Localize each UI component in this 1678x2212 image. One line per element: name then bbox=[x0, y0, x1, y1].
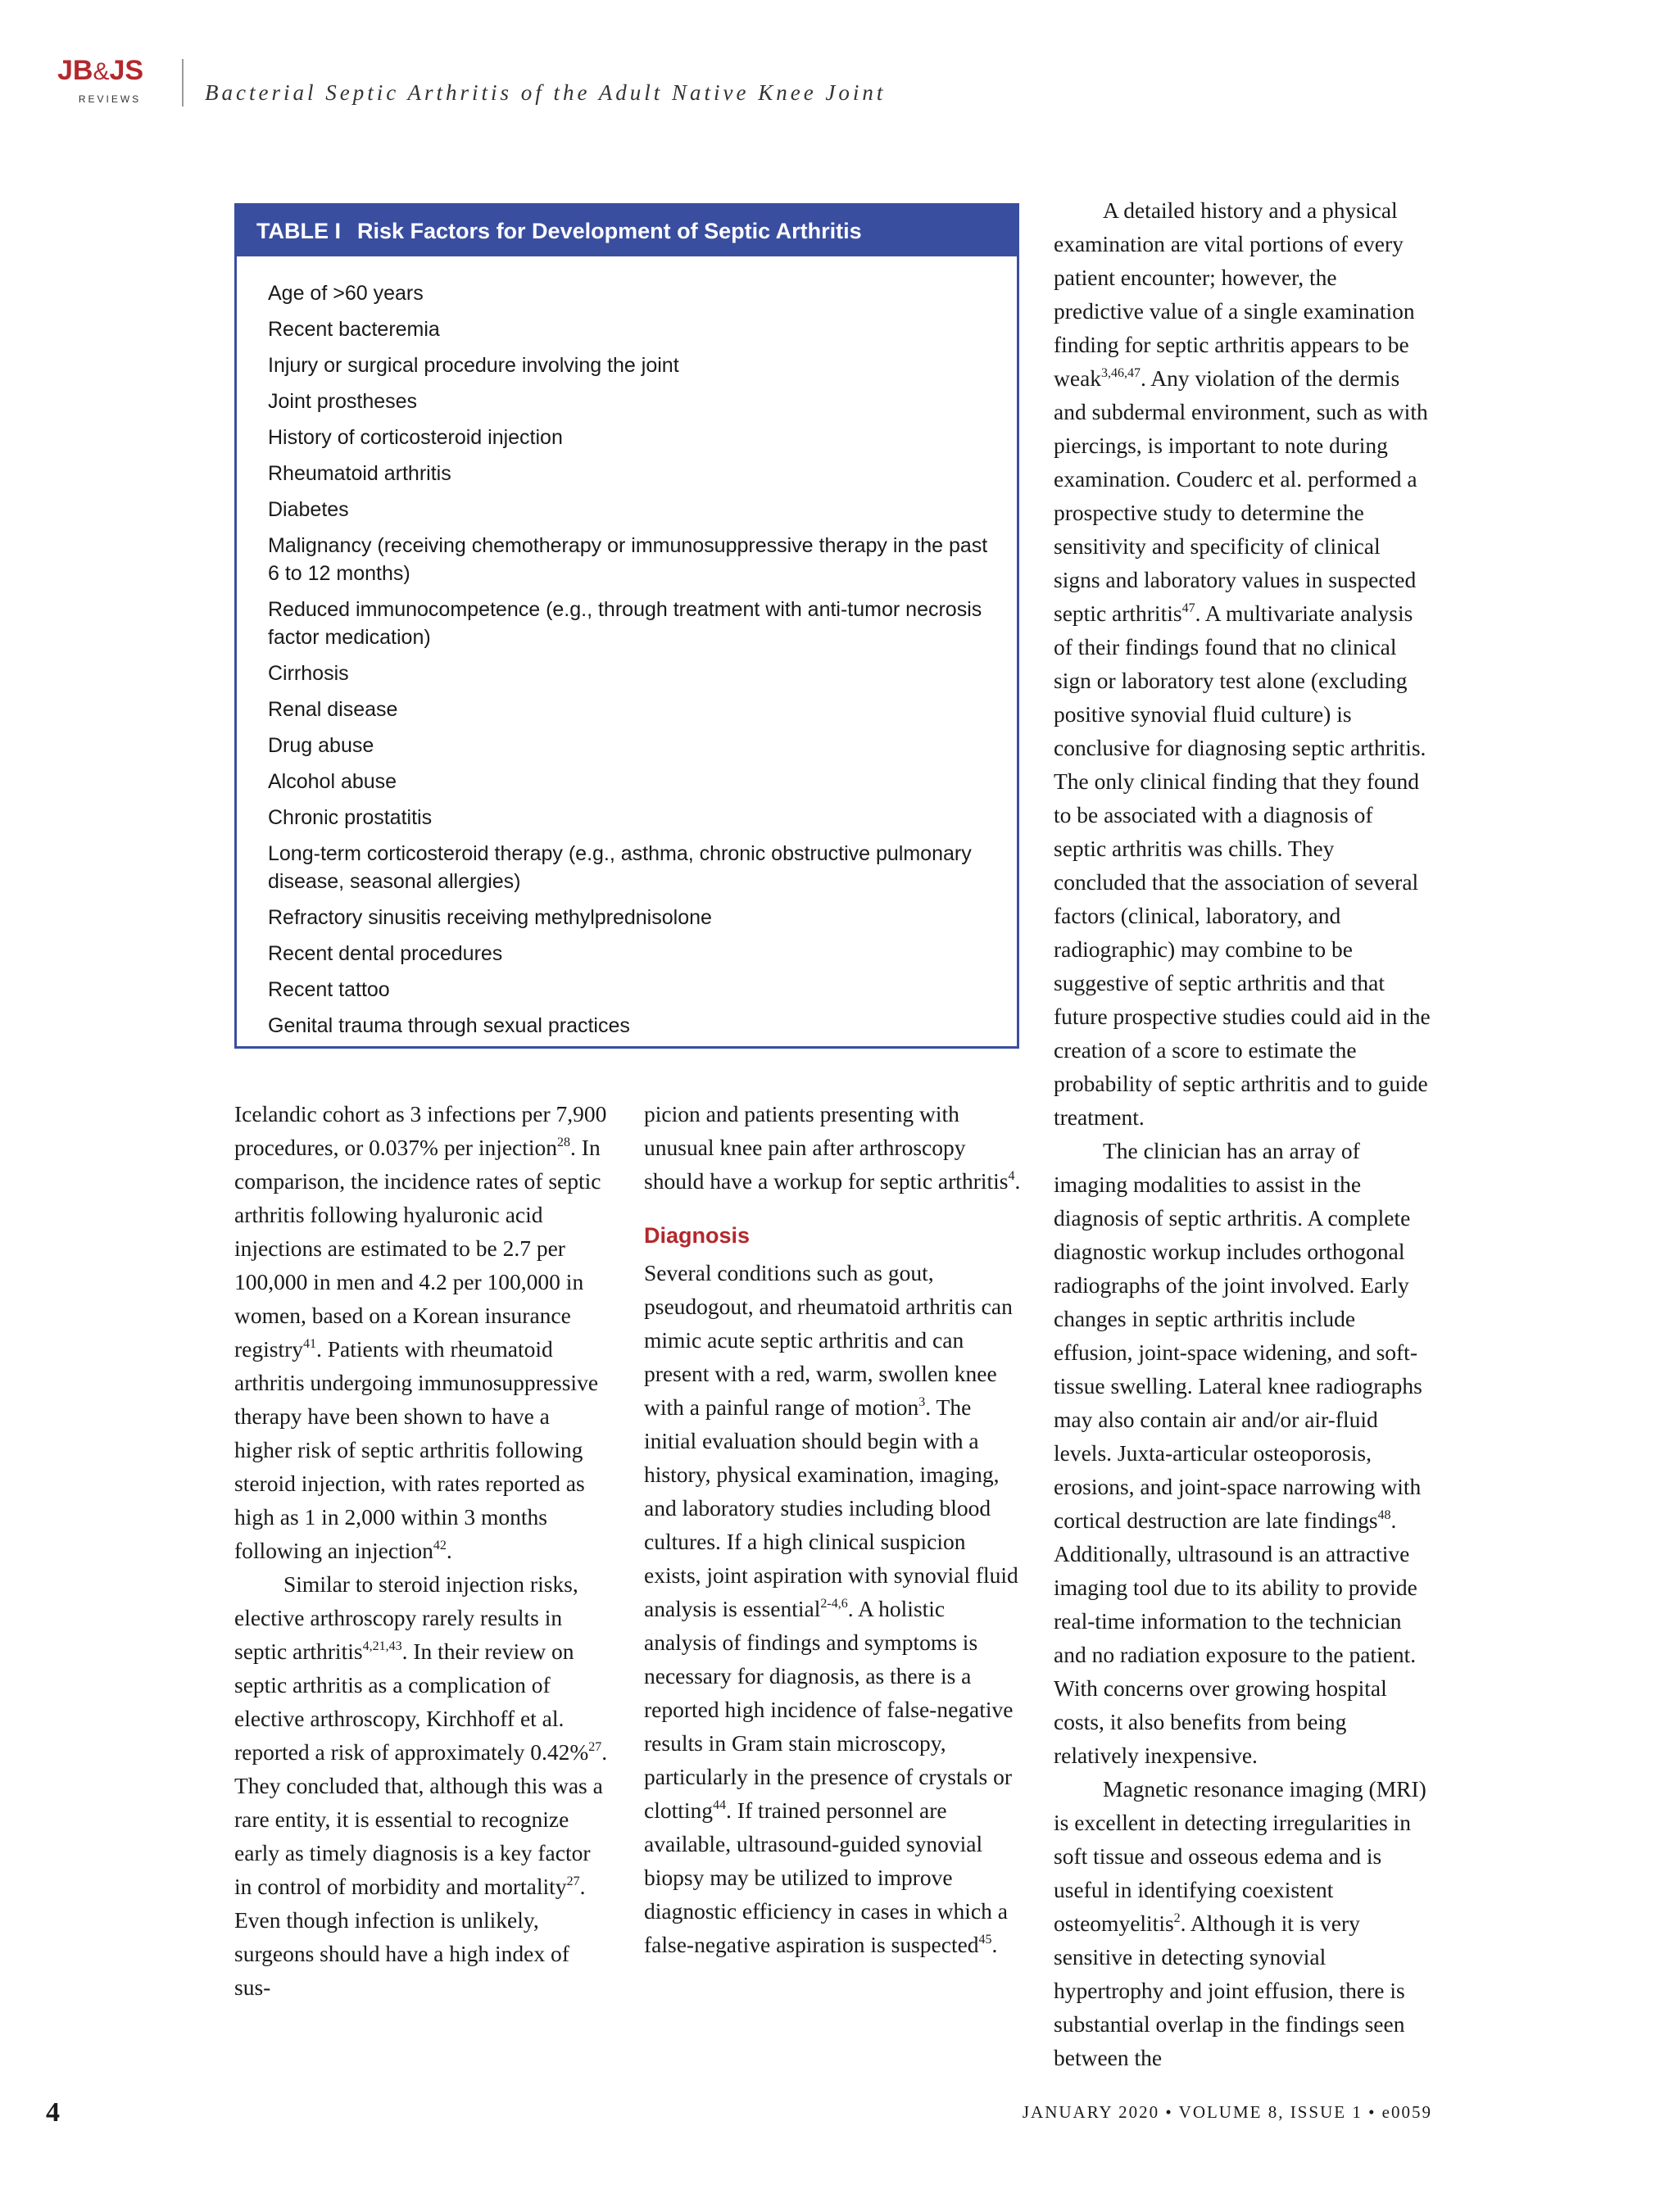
list-item: Alcohol abuse bbox=[268, 770, 397, 793]
citation: 3 bbox=[918, 1395, 926, 1409]
logo-amp: & bbox=[93, 58, 110, 85]
list-item: Reduced immunocompetence (e.g., through treatment with anti-tumor necrosis factor medication) bbox=[268, 598, 982, 649]
list-item: Chronic prostatitis bbox=[268, 806, 433, 829]
paragraph bbox=[644, 1256, 1021, 1961]
text-run: . A multivariate analysis of their findings found that no clinical sign or laboratory test alone (excluding positive synovial fluid culture) is conclusive for diagnosing septic arthritis. The only clinical finding that they found to be associated with a diagnosis of septic arthritis was chills. They concluded that the association of several factors (clinical, laboratory, and radiographic) may combine to be suggestive of septic arthritis and that future prospective studies could aid in the creation of a score to estimate the probability of septic arthritis and to guide treatment. bbox=[1054, 601, 1431, 1130]
running-title: Bacterial Septic Arthritis of the Adult Native Knee Joint bbox=[205, 80, 887, 105]
text-run: . bbox=[991, 1932, 998, 1957]
journal-logo bbox=[57, 54, 156, 105]
text-run: . The initial evaluation should begin with a history, physical examination, imaging, and laboratory studies including blood cultures. If a high clinical suspicion exists, joint aspiration with synovial fluid analysis is essential bbox=[644, 1394, 1018, 1621]
text-run: . Any violation of the dermis and subdermal environment, such as with piercings, is important to note during examination. Couderc et al. performed a prospective study to determine the sensitivity and specificity of clinical signs and laboratory values in suspected septic arthritis bbox=[1054, 365, 1428, 626]
text-run: . Additionally, ultrasound is an attractive imaging tool due to its ability to provide real-time information to the technician and no radiation exposure to the patient. With concerns over growing hospital costs, it also benefits from being relatively inexpensive. bbox=[1054, 1507, 1417, 1768]
text-run: . In comparison, the incidence rates of septic arthritis following hyaluronic acid injections are estimated to be 2.7 per 100,000 in men and 4.2 per 100,000 in women, based on a Korean insurance registry bbox=[234, 1135, 601, 1362]
text-run: Similar to steroid injection risks, elective arthroscopy rarely results in septic arthritis bbox=[234, 1571, 578, 1664]
paragraph bbox=[1054, 1772, 1431, 2074]
body-column-3 bbox=[1054, 193, 1431, 2074]
paragraph bbox=[234, 1567, 611, 2004]
list-item: Renal disease bbox=[268, 698, 398, 721]
text-run: Icelandic cohort as 3 infections per 7,900 procedures, or 0.037% per injection bbox=[234, 1101, 607, 1160]
issue-info: JANUARY 2020 • VOLUME 8, ISSUE 1 • e0059 bbox=[1022, 2102, 1432, 2122]
citation: 48 bbox=[1377, 1508, 1391, 1522]
risk-factor-list bbox=[237, 256, 1017, 1040]
list-item: Age of >60 years bbox=[268, 282, 424, 305]
text-run: . A holistic analysis of findings and symptoms is necessary for diagnosis, as there is a reported high incidence of false-negative results in Gram stain microscopy, particularly in the presence of crystals or clotting bbox=[644, 1596, 1014, 1823]
table-header bbox=[237, 206, 1017, 256]
logo-right: JS bbox=[109, 55, 144, 86]
citation: 42 bbox=[433, 1539, 447, 1552]
text-run: . bbox=[446, 1538, 452, 1563]
text-run: . They concluded that, although this was a rare entity, it is essential to recognize early as timely diagnosis is a key factor in control of morbidity and mortality bbox=[234, 1739, 608, 1899]
logo-subtitle: REVIEWS bbox=[78, 93, 142, 105]
text-run: Several conditions such as gout, pseudogout, and rheumatoid arthritis can mimic acute septic arthritis and can present with a red, warm, swollen knee with a painful range of motion bbox=[644, 1260, 1013, 1420]
text-run: . bbox=[1014, 1168, 1021, 1194]
text-run: . In their review on septic arthritis as a complication of elective arthroscopy, Kirchhoff et al. reported a risk of approximately 0.42% bbox=[234, 1639, 589, 1765]
list-item: Diabetes bbox=[268, 498, 349, 521]
list-item: Rheumatoid arthritis bbox=[268, 462, 451, 485]
list-item: Joint prostheses bbox=[268, 390, 418, 413]
citation: 4 bbox=[1008, 1169, 1015, 1183]
citation: 44 bbox=[713, 1798, 727, 1812]
citation: 4,21,43 bbox=[362, 1639, 402, 1653]
body-column-2 bbox=[644, 1097, 1021, 1961]
paragraph bbox=[1054, 1134, 1431, 1772]
citation: 3,46,47 bbox=[1101, 366, 1141, 380]
citation: 27 bbox=[566, 1874, 580, 1888]
citation: 27 bbox=[588, 1740, 602, 1754]
list-item: Recent dental procedures bbox=[268, 942, 503, 965]
list-item: History of corticosteroid injection bbox=[268, 426, 563, 449]
citation: 41 bbox=[303, 1337, 317, 1351]
header-divider bbox=[182, 59, 184, 107]
text-run: . Even though infection is unlikely, surgeons should have a high index of sus- bbox=[234, 1874, 586, 2000]
list-item: Long-term corticosteroid therapy (e.g., asthma, chronic obstructive pulmonary disease, seasonal allergies) bbox=[268, 842, 972, 893]
section-heading-diagnosis: Diagnosis bbox=[644, 1223, 751, 1248]
list-item: Recent tattoo bbox=[268, 978, 390, 1001]
logo-left: JB bbox=[57, 55, 93, 86]
paragraph bbox=[234, 1097, 611, 1567]
logo-wordmark bbox=[57, 54, 156, 88]
text-run: . Although it is very sensitive in detecting synovial hypertrophy and joint effusion, there is substantial overlap in the findings seen between the bbox=[1054, 1911, 1405, 2070]
list-item: Malignancy (receiving chemotherapy or immunosuppressive therapy in the past 6 to 12 months) bbox=[268, 534, 988, 585]
list-item: Recent bacteremia bbox=[268, 318, 440, 341]
list-item: Drug abuse bbox=[268, 734, 374, 757]
citation: 28 bbox=[557, 1135, 571, 1149]
citation: 2 bbox=[1173, 1911, 1181, 1925]
citation: 2-4,6 bbox=[820, 1597, 848, 1611]
list-item: Injury or surgical procedure involving the joint bbox=[268, 354, 679, 377]
list-item: Refractory sinusitis receiving methylprednisolone bbox=[268, 906, 712, 929]
table-title: Risk Factors for Development of Septic Arthritis bbox=[357, 219, 862, 243]
text-run: A detailed history and a physical examination are vital portions of every patient encounter; however, the predictive value of a single examination finding for septic arthritis appears to be weak bbox=[1054, 197, 1415, 391]
citation: 45 bbox=[978, 1933, 992, 1947]
list-item: Genital trauma through sexual practices bbox=[268, 1014, 630, 1037]
list-item: Cirrhosis bbox=[268, 662, 349, 685]
text-run: . Patients with rheumatoid arthritis undergoing immunosuppressive therapy have been shown to have a higher risk of septic arthritis following steroid injection, with rates reported as high as 1 in 2,000 within 3 months following an injection bbox=[234, 1336, 599, 1563]
paragraph bbox=[1054, 193, 1431, 1134]
body-column-1 bbox=[234, 1097, 611, 2004]
risk-factors-table bbox=[234, 203, 1019, 1049]
page-number: 4 bbox=[46, 2097, 60, 2128]
paragraph bbox=[644, 1097, 1021, 1198]
text-run: The clinician has an array of imaging modalities to assist in the diagnosis of septic arthritis. A complete diagnostic workup includes orthogonal radiographs of the joint involved. Early changes in septic arthritis include effusion, joint-space widening, and soft-tissue swelling. Lateral knee radiographs may also contain air and/or air-fluid levels. Juxta-articular osteoporosis, erosions, and joint-space narrowing with cortical destruction are late findings bbox=[1054, 1138, 1422, 1533]
table-label: TABLE I bbox=[256, 219, 341, 243]
text-run: . If trained personnel are available, ultrasound-guided synovial biopsy may be utilized to improve diagnostic efficiency in cases in which a false-negative aspiration is suspected bbox=[644, 1797, 1008, 1957]
citation: 47 bbox=[1181, 601, 1195, 615]
text-run: Magnetic resonance imaging (MRI) is excellent in detecting irregularities in soft tissue and osseous edema and is useful in identifying coexistent osteomyelitis bbox=[1054, 1776, 1426, 1936]
text-run: picion and patients presenting with unusual knee pain after arthroscopy should have a workup for septic arthritis bbox=[644, 1101, 1009, 1194]
